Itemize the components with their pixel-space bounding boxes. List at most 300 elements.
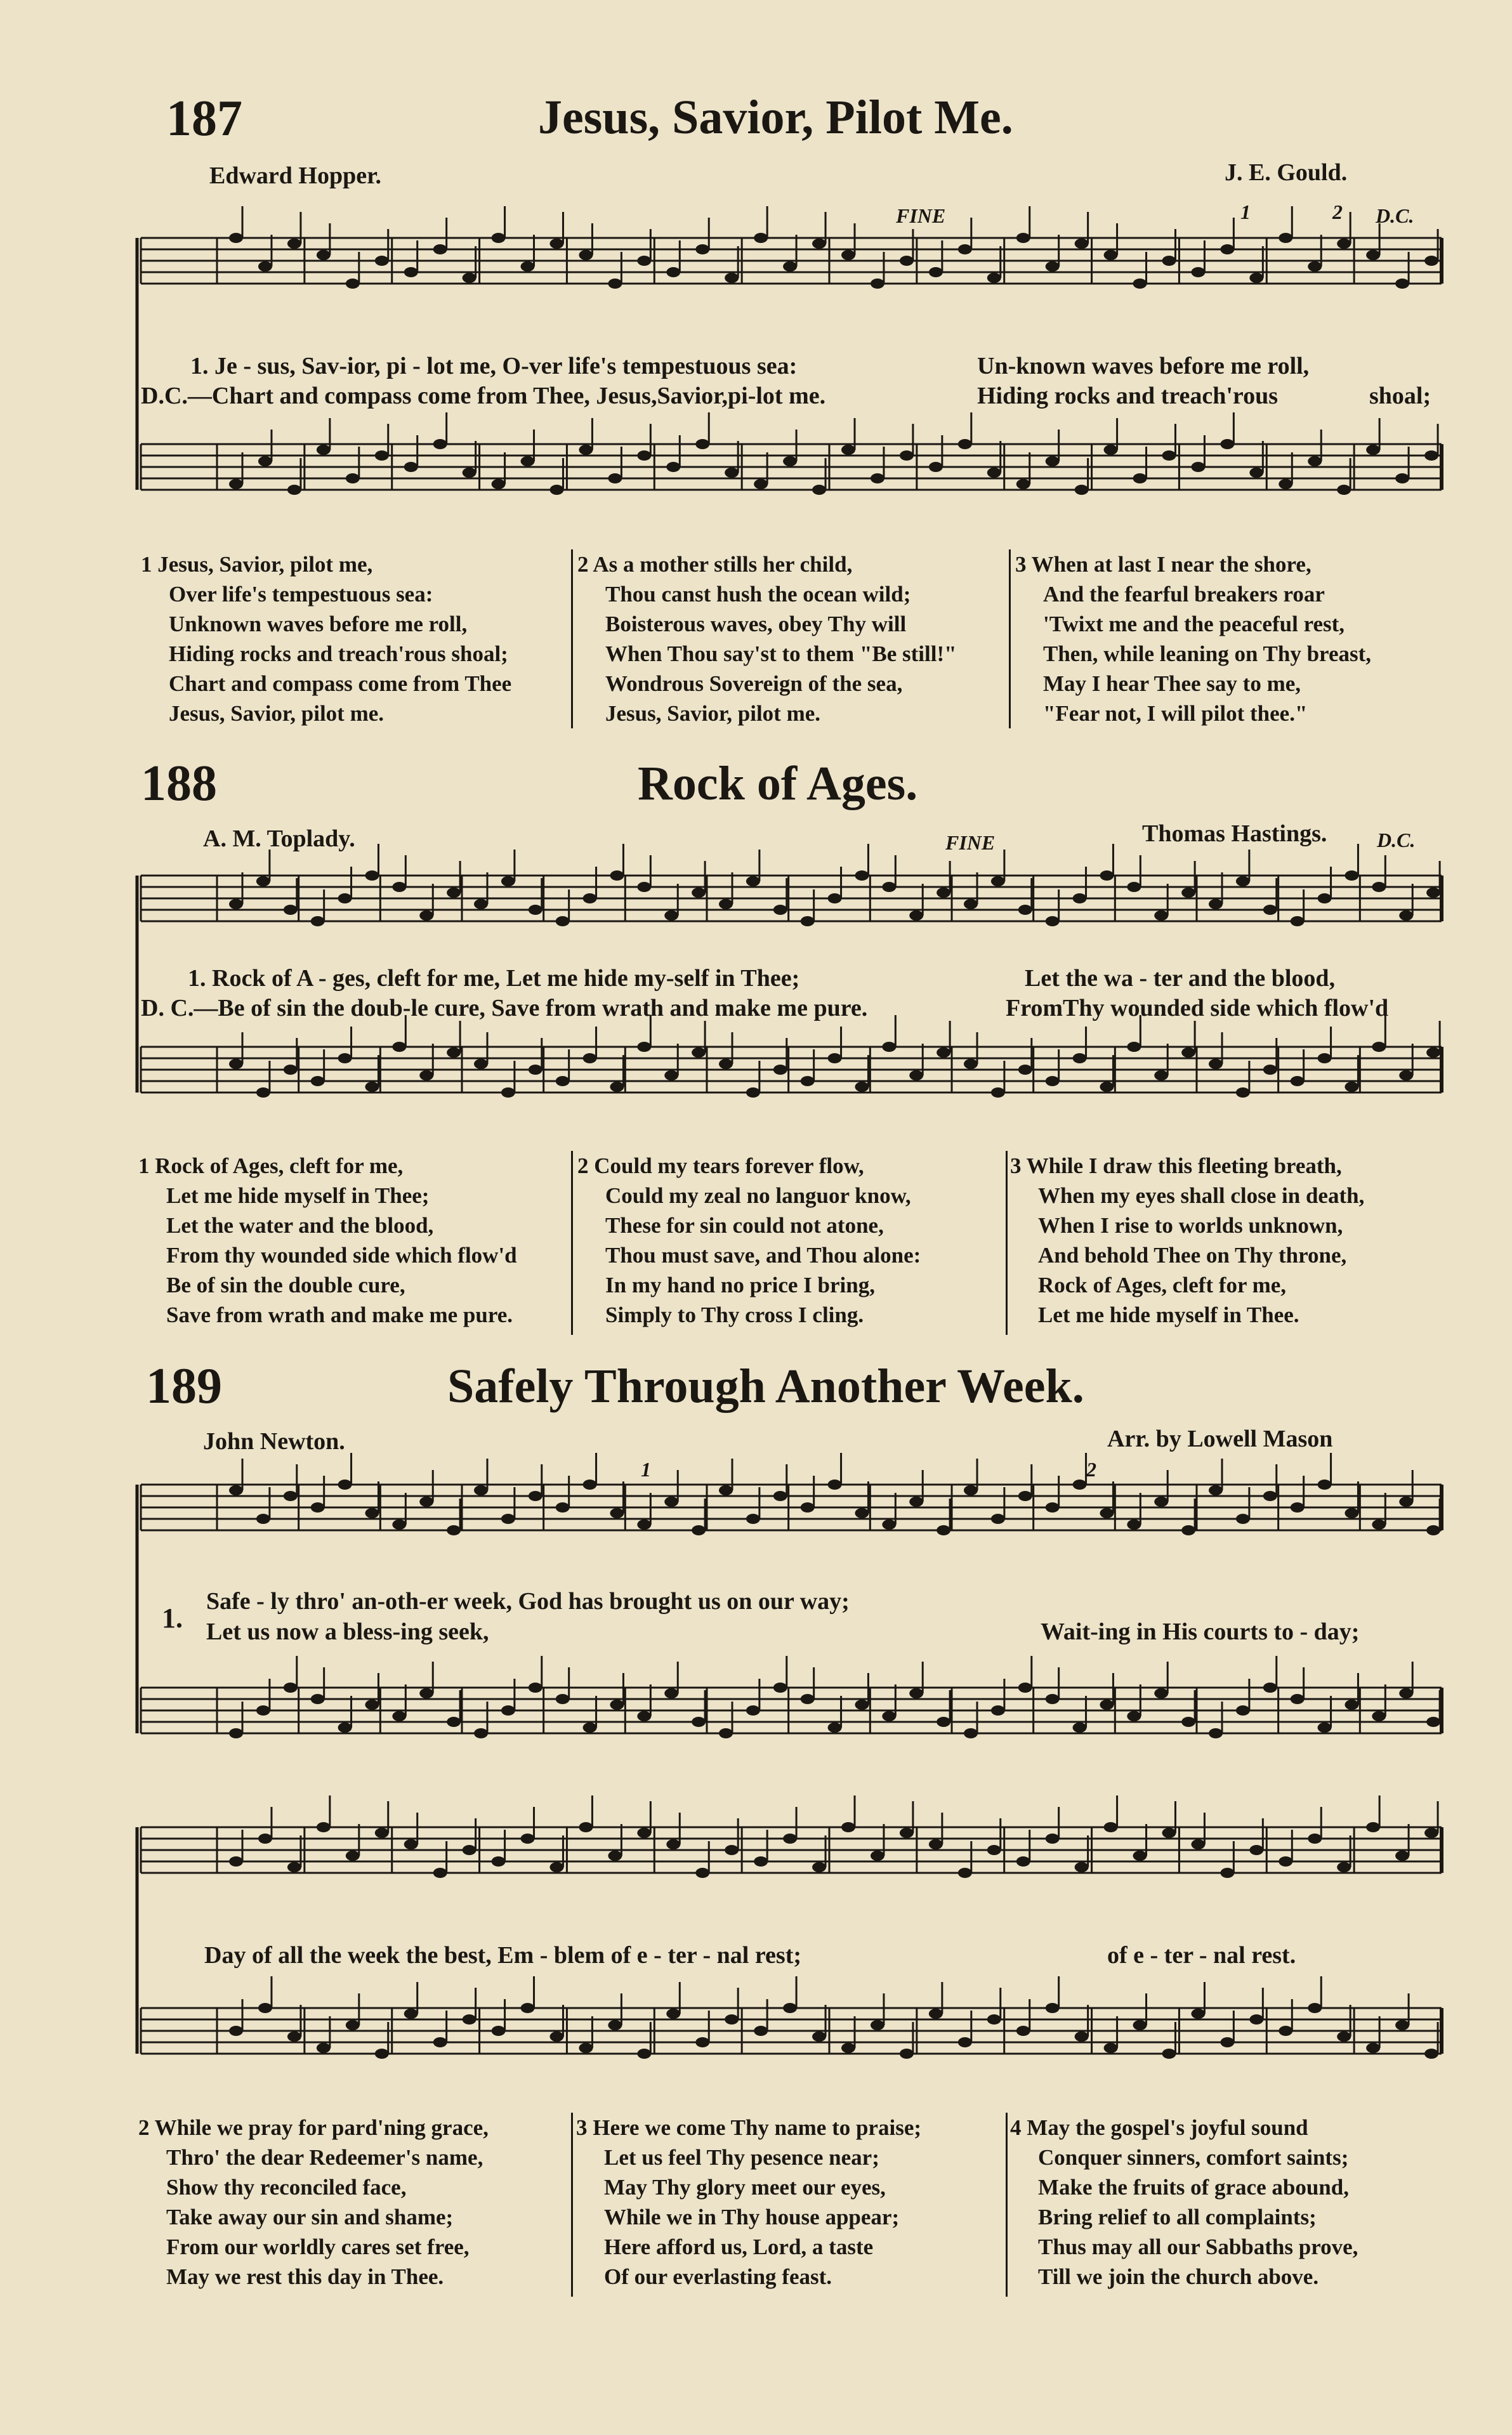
note-head	[583, 893, 597, 903]
note-head	[433, 2037, 447, 2047]
note-head	[419, 1497, 433, 1507]
note-head	[882, 1711, 896, 1721]
note-head	[392, 1711, 406, 1721]
note-head	[474, 1728, 488, 1738]
note-head	[579, 445, 593, 455]
note-head	[463, 1845, 477, 1855]
note-head	[1104, 1822, 1118, 1832]
note-head	[958, 1868, 972, 1878]
note-head	[463, 468, 477, 478]
note-head	[1191, 1839, 1205, 1849]
note-head	[317, 2043, 331, 2053]
note-head	[1191, 267, 1205, 277]
lyric-line: D. C.—Be of sin the doub-le cure, Save from wrath and make me pure.	[141, 995, 868, 1021]
note-head	[719, 1485, 733, 1495]
note-head	[1366, 250, 1380, 260]
note-head	[746, 1514, 760, 1524]
note-head	[1236, 1705, 1250, 1716]
note-head	[229, 899, 243, 909]
note-head	[1100, 870, 1114, 881]
note-head	[1366, 2043, 1380, 2053]
lyric-line: Let the wa - ter and the blood,	[1025, 965, 1336, 992]
verse-block: 3 Here we come Thy name to praise; Let us feel Thy pesence near; May Thy glory meet our eyes, While we in Thy house appear; Here afford us, Lord, a taste Of our everlasting feast.	[576, 2115, 922, 2289]
note-head	[365, 1082, 379, 1092]
note-head	[1263, 905, 1277, 915]
note-head	[801, 1694, 815, 1704]
note-head	[579, 2043, 593, 2053]
note-head	[1249, 273, 1263, 283]
note-head	[828, 1480, 842, 1490]
note-head	[900, 2049, 914, 2059]
note-head	[447, 1525, 461, 1535]
hymn-author: Edward Hopper.	[209, 162, 381, 189]
note-head	[783, 2003, 797, 2013]
note-head	[664, 1497, 678, 1507]
note-head	[1291, 1502, 1305, 1513]
note-head	[1154, 1497, 1168, 1507]
lyric-line: of e - ter - nal rest.	[1107, 1942, 1296, 1969]
note-head	[637, 1711, 651, 1721]
note-head	[375, 1828, 389, 1838]
note-head	[419, 1688, 433, 1698]
note-head	[964, 1059, 978, 1069]
note-head	[754, 2026, 768, 2036]
note-head	[1344, 1700, 1358, 1710]
note-head	[783, 1834, 797, 1844]
note-head	[692, 1047, 706, 1058]
note-head	[1133, 473, 1147, 483]
note-head	[1127, 1711, 1141, 1721]
lyric-line: FromThy wounded side which flow'd	[1006, 995, 1389, 1021]
note-head	[229, 2026, 243, 2036]
note-head	[666, 462, 680, 472]
note-head	[287, 239, 301, 249]
note-head	[1209, 1485, 1223, 1495]
hymn-author: John Newton.	[203, 1428, 345, 1455]
note-head	[637, 1828, 651, 1838]
note-head	[1395, 1851, 1409, 1861]
note-head	[855, 1082, 869, 1092]
note-head	[1154, 910, 1168, 921]
note-head	[812, 2031, 826, 2042]
note-head	[1181, 1717, 1195, 1727]
note-head	[1209, 1728, 1223, 1738]
note-head	[1181, 1525, 1195, 1535]
hymn-number: 188	[141, 756, 217, 811]
note-head	[365, 1508, 379, 1518]
note-head	[725, 468, 739, 478]
hymn-author: A. M. Toplady.	[203, 825, 355, 852]
note-head	[1046, 2003, 1060, 2013]
note-head	[284, 905, 298, 915]
note-head	[1236, 1087, 1250, 1098]
note-head	[338, 893, 352, 903]
note-head	[882, 1519, 896, 1530]
note-head	[608, 2020, 622, 2030]
note-head	[637, 882, 651, 892]
note-head	[1046, 261, 1060, 272]
note-head	[909, 910, 923, 921]
note-head	[1127, 1519, 1141, 1530]
column-divider	[1006, 1151, 1008, 1335]
hymn-number: 189	[146, 1358, 222, 1414]
column-divider	[1006, 2113, 1008, 2297]
note-head	[556, 1502, 570, 1513]
note-head	[583, 1723, 597, 1733]
note-head	[1133, 2020, 1147, 2030]
verse-block: 1 Jesus, Savior, pilot me, Over life's tempestuous sea: Unknown waves before me roll, Hiding rocks and treach'rous shoal; Chart and compass come from Thee Jesus, Savior, pilot me.	[141, 552, 512, 726]
note-head	[579, 250, 593, 260]
note-head	[841, 250, 855, 260]
note-head	[1344, 1508, 1358, 1518]
note-head	[1075, 485, 1089, 495]
note-head	[828, 1053, 842, 1063]
hymn-composer: J. E. Gould.	[1225, 159, 1348, 186]
column-divider	[571, 2113, 573, 2297]
note-head	[991, 1705, 1005, 1716]
note-head	[754, 233, 768, 243]
note-head	[855, 870, 869, 881]
note-head	[1220, 439, 1234, 449]
note-head	[258, 261, 272, 272]
ending-2-mark: 2	[1086, 1458, 1096, 1481]
dc-mark: D.C.	[1377, 829, 1416, 851]
note-head	[695, 244, 709, 254]
note-head	[1399, 1688, 1413, 1698]
verse-block: 1 Rock of Ages, cleft for me, Let me hide myself in Thee; Let the water and the blood, From thy wounded side which flow'd Be of sin the double cure, Save from wrath and make me pure.	[138, 1153, 517, 1327]
note-head	[987, 273, 1001, 283]
note-head	[692, 888, 706, 898]
note-head	[958, 439, 972, 449]
note-head	[754, 479, 768, 489]
note-head	[521, 1834, 535, 1844]
note-head	[1073, 1480, 1087, 1490]
note-head	[284, 1491, 298, 1501]
note-head	[256, 1087, 270, 1098]
note-head	[1046, 456, 1060, 466]
note-head	[1279, 233, 1292, 243]
note-head	[1249, 1845, 1263, 1855]
note-head	[1318, 1480, 1332, 1490]
note-head	[1372, 882, 1386, 892]
note-head	[1181, 1047, 1195, 1058]
note-head	[964, 1728, 978, 1738]
note-head	[1337, 485, 1351, 495]
note-head	[1162, 1828, 1176, 1838]
note-head	[229, 1059, 243, 1069]
note-head	[365, 1700, 379, 1710]
verse-number: 1.	[162, 1603, 183, 1634]
note-head	[937, 1525, 950, 1535]
note-head	[492, 479, 506, 489]
note-head	[637, 256, 651, 266]
note-head	[1181, 888, 1195, 898]
note-head	[1263, 1683, 1277, 1693]
note-head	[229, 233, 243, 243]
note-head	[773, 1491, 787, 1501]
note-head	[964, 1485, 978, 1495]
note-head	[1075, 1862, 1089, 1872]
note-head	[666, 2009, 680, 2019]
note-head	[1209, 899, 1223, 909]
note-head	[433, 1868, 447, 1878]
note-head	[664, 1070, 678, 1080]
note-head	[419, 910, 433, 921]
note-head	[501, 1705, 515, 1716]
lyric-line: 1. Je - sus, Sav-ior, pi - lot me, O-ver life's tempestuous sea:	[190, 353, 798, 379]
note-head	[637, 450, 651, 461]
note-head	[937, 1047, 950, 1058]
note-head	[1249, 2014, 1263, 2025]
note-head	[1209, 1059, 1223, 1069]
note-head	[229, 479, 243, 489]
note-head	[812, 1862, 826, 1872]
note-head	[1426, 888, 1440, 898]
note-head	[1046, 1502, 1060, 1513]
note-head	[1344, 1082, 1358, 1092]
note-head	[404, 462, 418, 472]
note-head	[1154, 1688, 1168, 1698]
note-head	[987, 468, 1001, 478]
note-head	[783, 261, 797, 272]
note-head	[1220, 244, 1234, 254]
note-head	[256, 1705, 270, 1716]
note-head	[583, 1053, 597, 1063]
note-head	[392, 1042, 406, 1052]
note-head	[692, 1717, 706, 1727]
note-head	[229, 1728, 243, 1738]
verse-block: 4 May the gospel's joyful sound Conquer sinners, comfort saints; Make the fruits of grace abound, Bring relief to all complaints; Thus may all our Sabbaths prove, Till we join the church above.	[1010, 2115, 1358, 2289]
note-head	[474, 899, 488, 909]
note-head	[1220, 1868, 1234, 1878]
note-head	[1073, 1723, 1087, 1733]
note-head	[549, 485, 563, 495]
note-head	[1104, 2043, 1118, 2053]
note-head	[1100, 1700, 1114, 1710]
note-head	[1426, 1525, 1440, 1535]
note-head	[346, 1851, 360, 1861]
note-head	[610, 1700, 624, 1710]
note-head	[1318, 893, 1332, 903]
note-head	[991, 876, 1005, 886]
note-head	[258, 2003, 272, 2013]
note-head	[637, 1042, 651, 1052]
note-head	[937, 1717, 950, 1727]
note-head	[1424, 450, 1438, 461]
note-head	[1318, 1723, 1332, 1733]
note-head	[608, 279, 622, 289]
note-head	[338, 1053, 352, 1063]
note-head	[1366, 445, 1380, 455]
note-head	[1046, 1834, 1060, 1844]
note-head	[929, 462, 943, 472]
note-head	[1133, 1851, 1147, 1861]
note-head	[958, 2037, 972, 2047]
note-head	[1100, 1508, 1114, 1518]
note-head	[958, 244, 972, 254]
note-head	[664, 1688, 678, 1698]
note-head	[474, 1059, 488, 1069]
note-head	[841, 2043, 855, 2053]
note-head	[1220, 2037, 1234, 2047]
note-head	[664, 910, 678, 921]
column-divider	[571, 549, 573, 728]
note-head	[311, 1076, 325, 1086]
note-head	[1018, 1683, 1032, 1693]
note-head	[991, 1514, 1005, 1524]
note-head	[637, 2049, 651, 2059]
note-head	[841, 1822, 855, 1832]
note-head	[801, 916, 815, 926]
note-head	[666, 1839, 680, 1849]
note-head	[338, 1480, 352, 1490]
note-head	[608, 473, 622, 483]
note-head	[801, 1502, 815, 1513]
note-head	[1016, 2026, 1030, 2036]
note-head	[841, 445, 855, 455]
hymn-title: Safely Through Another Week.	[447, 1360, 1084, 1413]
note-head	[909, 1688, 923, 1698]
note-head	[529, 1683, 542, 1693]
note-head	[1308, 2003, 1322, 2013]
note-head	[909, 1070, 923, 1080]
note-head	[365, 870, 379, 881]
note-head	[1075, 2031, 1089, 2042]
note-head	[882, 1042, 896, 1052]
note-head	[1279, 2026, 1292, 2036]
lyric-line: 1. Rock of A - ges, cleft for me, Let me hide my-self in Thee;	[188, 965, 800, 992]
note-head	[1046, 1694, 1060, 1704]
note-head	[1162, 256, 1176, 266]
note-head	[1073, 893, 1087, 903]
hymn-number: 187	[166, 91, 242, 147]
note-head	[692, 1525, 706, 1535]
note-head	[855, 1508, 869, 1518]
note-head	[346, 279, 360, 289]
note-head	[284, 1065, 298, 1075]
note-head	[608, 1851, 622, 1861]
note-head	[1344, 870, 1358, 881]
note-head	[900, 256, 914, 266]
note-head	[610, 1082, 624, 1092]
ending-1-mark: 1	[641, 1458, 651, 1481]
note-head	[871, 473, 884, 483]
note-head	[871, 279, 884, 289]
note-head	[1308, 1834, 1322, 1844]
note-head	[229, 1485, 243, 1495]
note-head	[317, 1822, 331, 1832]
note-head	[492, 1856, 506, 1867]
note-head	[521, 261, 535, 272]
note-head	[1399, 1070, 1413, 1080]
note-head	[725, 2014, 739, 2025]
note-head	[521, 2003, 535, 2013]
note-head	[1426, 1717, 1440, 1727]
fine-mark: FINE	[896, 204, 946, 227]
note-head	[1263, 1065, 1277, 1075]
note-head	[556, 1694, 570, 1704]
lyric-line: Un-known waves before me roll,	[977, 353, 1310, 379]
note-head	[1291, 1694, 1305, 1704]
fine-mark: FINE	[945, 831, 996, 854]
verse-block: 2 Could my tears forever flow, Could my zeal no languor know, These for sin could not atone, Thou must save, and Thou alone: In my hand no price I bring, Simply to Thy cross I cling.	[577, 1153, 921, 1327]
note-head	[1127, 882, 1141, 892]
note-head	[1236, 1514, 1250, 1524]
note-head	[392, 882, 406, 892]
note-head	[1424, 256, 1438, 266]
note-head	[529, 905, 542, 915]
note-head	[492, 2026, 506, 2036]
note-head	[1308, 456, 1322, 466]
note-head	[929, 1839, 943, 1849]
note-head	[746, 1087, 760, 1098]
note-head	[1073, 1053, 1087, 1063]
note-head	[433, 439, 447, 449]
note-head	[1291, 916, 1305, 926]
note-head	[900, 1828, 914, 1838]
note-head	[812, 239, 826, 249]
note-head	[1337, 2031, 1351, 2042]
note-head	[392, 1519, 406, 1530]
note-head	[783, 456, 797, 466]
note-head	[1018, 905, 1032, 915]
note-head	[1426, 1047, 1440, 1058]
note-head	[556, 1076, 570, 1086]
note-head	[1100, 1082, 1114, 1092]
note-head	[1318, 1053, 1332, 1063]
lyric-line: Wait-ing in His courts to - day;	[1041, 1618, 1360, 1645]
note-head	[258, 456, 272, 466]
note-head	[1279, 1856, 1292, 1867]
note-head	[1133, 279, 1147, 289]
verse-block: 3 While I draw this fleeting breath, When my eyes shall close in death, When I rise to worlds unknown, And behold Thee on Thy throne, Rock of Ages, cleft for me, Let me hide myself in Thee.	[1010, 1153, 1365, 1327]
note-head	[433, 244, 447, 254]
note-head	[695, 439, 709, 449]
note-head	[1127, 1042, 1141, 1052]
note-head	[501, 1087, 515, 1098]
note-head	[1372, 1711, 1386, 1721]
note-head	[317, 445, 331, 455]
note-head	[828, 1723, 842, 1733]
note-head	[447, 1047, 461, 1058]
note-head	[1399, 910, 1413, 921]
note-head	[1424, 2049, 1438, 2059]
note-head	[1308, 261, 1322, 272]
note-head	[549, 2031, 563, 2042]
note-head	[346, 473, 360, 483]
note-head	[404, 1839, 418, 1849]
note-head	[695, 2037, 709, 2047]
note-head	[725, 1845, 739, 1855]
ending-2-mark: 2	[1332, 200, 1343, 223]
note-head	[964, 899, 978, 909]
note-head	[871, 1851, 884, 1861]
note-head	[492, 233, 506, 243]
note-head	[1046, 1076, 1060, 1086]
column-divider	[1009, 549, 1011, 728]
note-head	[1046, 916, 1060, 926]
note-head	[746, 876, 760, 886]
hymn-title: Rock of Ages.	[638, 757, 918, 810]
note-head	[1104, 445, 1118, 455]
note-head	[583, 1480, 597, 1490]
note-head	[1016, 233, 1030, 243]
note-head	[375, 256, 389, 266]
note-head	[987, 2014, 1001, 2025]
note-head	[549, 1862, 563, 1872]
note-head	[1162, 450, 1176, 461]
note-head	[529, 1491, 542, 1501]
